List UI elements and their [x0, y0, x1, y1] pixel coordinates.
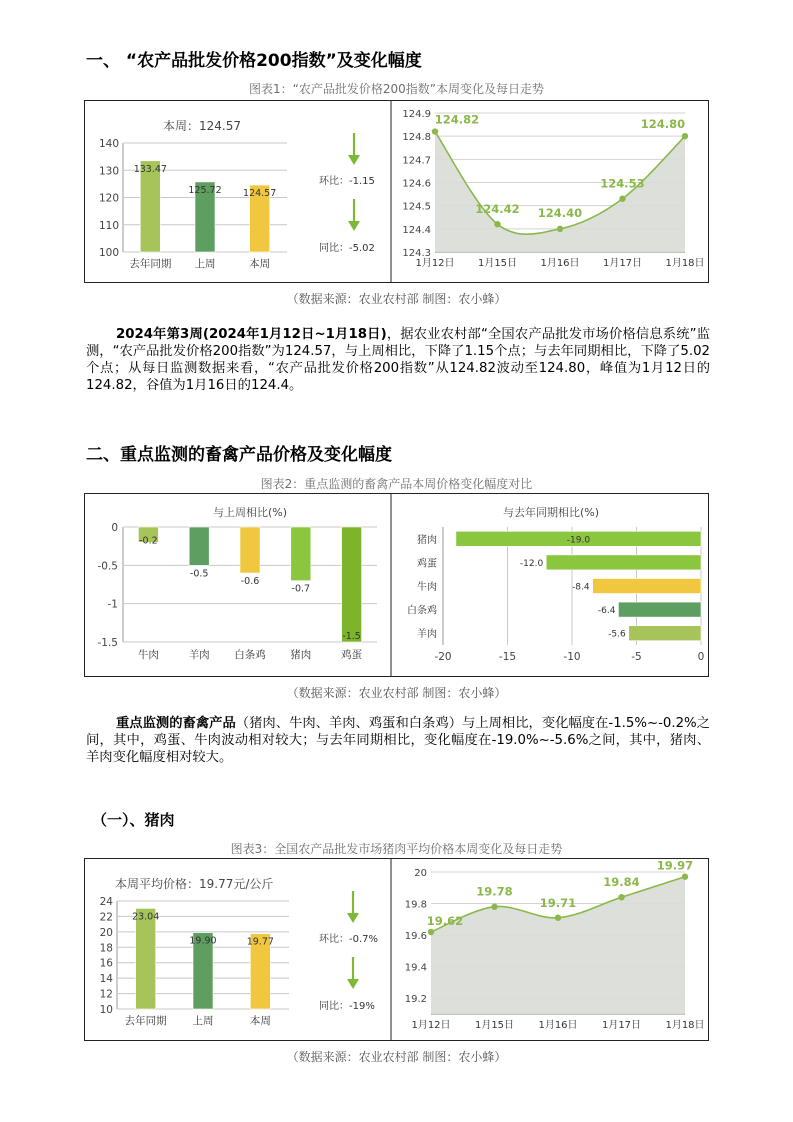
x-tick-label: 本周	[249, 258, 271, 270]
bar	[240, 527, 260, 573]
data-label: 19.71	[539, 895, 577, 910]
data-label: 124.80	[640, 117, 686, 132]
data-label: -12.0	[519, 558, 544, 569]
data-label: 19.78	[476, 884, 513, 899]
y-tick-label: 20	[414, 868, 427, 879]
x-tick-label: 鸡蛋	[341, 649, 363, 661]
y-tick-label: 羊肉	[417, 629, 437, 641]
data-label: 19.77	[246, 936, 274, 948]
figure1-source: （数据来源：农业农村部 制图：农小蜂）	[286, 292, 507, 306]
fig1-line-chart	[402, 109, 704, 269]
paragraph-body: （猪肉、牛肉、羊肉、鸡蛋和白条鸡）与上周相比，变化幅度在-1.5%~-0.2%之间，其中，鸡蛋、牛肉波动相对较大；与去年同期相比，变化幅度在-19.0%~-5.6%之间，其中，猪肉、羊肉变化幅度相对较大。	[86, 716, 710, 765]
figure1-frame	[84, 100, 709, 283]
change-annotation: 环比：-0.7%	[319, 934, 379, 945]
y-tick-label: 19.6	[404, 931, 427, 943]
data-point	[682, 874, 688, 880]
chart-title: 与上周相比(%)	[212, 506, 288, 519]
y-tick-label: 124.9	[402, 109, 431, 120]
change-annotation: 同比：-19%	[319, 1001, 375, 1012]
paragraph-body: ，据农业农村部“全国农产品批发市场价格信息系统”监测，“农产品批发价格200指数”为124.57，与上周相比，下降了1.15个点；与去年同期相比，下降了5.02个点；从每日监测数据来看，“农产品批发价格200指数”从124.82波动至124.80，峰值为1月12日的124.82，谷值为1月16日的124.4。	[86, 327, 711, 393]
section1-paragraph	[86, 326, 710, 394]
y-tick-label: 18	[99, 942, 113, 955]
figure1-caption: 图表1：“农产品批发价格200指数”本周变化及每日走势	[249, 82, 544, 96]
data-point	[555, 915, 561, 921]
x-tick-label: 1月16日	[538, 1020, 578, 1031]
chart-title: 本周：124.57	[163, 119, 241, 133]
y-tick-label: 140	[98, 138, 119, 150]
data-point	[432, 128, 438, 134]
bar	[342, 527, 362, 642]
data-point	[618, 894, 624, 900]
x-tick-label: 0	[697, 651, 705, 663]
y-tick-label: 100	[98, 247, 119, 259]
figure2-frame	[84, 493, 709, 677]
figure2-svg	[85, 494, 708, 676]
data-label: -1.5	[342, 631, 361, 642]
bar	[189, 527, 209, 565]
y-tick-label: 120	[98, 192, 119, 205]
bar	[593, 579, 701, 594]
data-label: -0.2	[139, 535, 158, 547]
y-tick-label: 22	[99, 911, 113, 924]
y-tick-label: 10	[99, 1004, 113, 1016]
y-tick-label: 19.8	[404, 899, 427, 911]
data-label: -0.5	[189, 568, 209, 580]
data-point	[428, 929, 434, 935]
down-arrowhead-icon	[347, 979, 359, 989]
y-tick-label: 14	[99, 973, 113, 986]
bar	[546, 555, 701, 570]
figure1-svg	[85, 101, 708, 282]
data-label: 19.90	[189, 935, 217, 947]
data-label: -19.0	[566, 535, 591, 546]
y-tick-label: 24	[99, 896, 113, 908]
y-tick-label: 130	[98, 165, 119, 178]
x-tick-label: 本周	[249, 1015, 271, 1027]
data-label: 124.53	[600, 176, 645, 191]
data-label: 124.40	[537, 205, 583, 220]
data-label: -6.4	[597, 606, 616, 617]
data-label: 19.97	[656, 859, 694, 873]
x-tick-label: 去年同期	[124, 1015, 167, 1027]
figure3-frame	[84, 858, 709, 1041]
x-tick-label: 1月12日	[411, 1020, 451, 1031]
x-tick-label: 白条鸡	[234, 649, 266, 661]
section1-heading: 一、 “农产品批发价格200指数”及变化幅度	[86, 51, 422, 71]
fig2-wow-chart	[98, 505, 378, 661]
y-tick-label: 猪肉	[417, 534, 437, 546]
data-label: 124.42	[475, 202, 520, 217]
bar	[136, 908, 156, 1009]
down-arrowhead-icon	[348, 221, 360, 231]
data-label: -0.6	[240, 576, 260, 587]
data-point	[682, 133, 688, 139]
chart-title: 与去年同期相比(%)	[502, 506, 600, 519]
x-tick-label: 羊肉	[188, 649, 210, 661]
chart-title: 本周平均价格：19.77元/公斤	[115, 877, 274, 891]
y-tick-label: 19.2	[404, 994, 427, 1006]
fig2-yoy-chart	[407, 505, 704, 663]
data-label: 124.82	[434, 112, 480, 127]
y-tick-label: 124.4	[402, 224, 431, 236]
y-tick-label: 16	[99, 957, 113, 970]
y-tick-label: 20	[99, 926, 113, 939]
down-arrowhead-icon	[348, 155, 360, 165]
y-tick-label: 12	[99, 988, 113, 1001]
y-tick-label: 鸡蛋	[417, 558, 437, 570]
y-tick-label: 110	[98, 219, 119, 232]
data-label: 23.04	[132, 911, 160, 923]
x-tick-label: 上周	[192, 1015, 214, 1027]
x-tick-label: -5	[631, 651, 642, 663]
figure3-svg	[85, 859, 708, 1040]
x-tick-label: 1月15日	[477, 258, 518, 269]
data-point	[619, 196, 625, 202]
data-label: 19.62	[426, 913, 464, 928]
x-tick-label: 上周	[194, 258, 216, 270]
x-tick-label: 1月16日	[540, 258, 580, 269]
figure2-caption: 图表2：重点监测的畜禽产品本周价格变化幅度对比	[260, 477, 533, 491]
fig1-bar-chart	[99, 118, 375, 270]
paragraph-bold-lead: 2024年第3周(2024年1月12日~1月18日)	[116, 327, 387, 342]
section3-heading: （一）、猪肉	[92, 811, 175, 829]
x-tick-label: -15	[498, 651, 517, 663]
y-tick-label: 牛肉	[417, 582, 437, 593]
y-tick-label: 19.4	[404, 962, 427, 974]
data-label: 124.57	[243, 188, 277, 200]
data-label: -0.7	[291, 583, 311, 595]
data-label: 19.84	[603, 875, 640, 890]
data-label: -8.4	[572, 582, 590, 593]
x-tick-label: 去年同期	[129, 258, 172, 270]
section2-paragraph	[86, 715, 710, 766]
x-tick-label: 牛肉	[137, 649, 159, 661]
y-tick-label: -1	[107, 598, 118, 611]
figure3-source: （数据来源：农业农村部 制图：农小蜂）	[286, 1050, 507, 1064]
data-label: -5.6	[608, 629, 626, 640]
y-tick-label: 白条鸡	[407, 605, 437, 617]
data-point	[491, 904, 497, 910]
x-tick-label: 1月18日	[665, 1020, 705, 1031]
data-label: 125.72	[188, 184, 222, 196]
area-fill	[435, 132, 685, 252]
y-tick-label: -1.5	[97, 637, 118, 649]
x-tick-label: -20	[434, 651, 452, 663]
paragraph-bold-lead: 重点监测的畜禽产品	[116, 716, 236, 731]
bar	[629, 626, 701, 641]
bar	[618, 602, 701, 617]
y-tick-label: 124.7	[402, 155, 431, 167]
y-tick-label: 124.8	[402, 132, 431, 144]
down-arrowhead-icon	[347, 913, 359, 923]
x-tick-label: 1月17日	[602, 258, 643, 269]
figure2-source: （数据来源：农业农村部 制图：农小蜂）	[286, 686, 507, 700]
x-tick-label: 猪肉	[290, 649, 312, 661]
figure3-caption: 图表3：全国农产品批发市场猪肉平均价格本周变化及每日走势	[230, 842, 563, 856]
x-tick-label: -10	[563, 651, 581, 663]
y-tick-label: 124.5	[402, 201, 431, 213]
y-tick-label: 124.3	[402, 248, 431, 259]
x-tick-label: 1月17日	[601, 1020, 642, 1031]
fig3-line-chart	[405, 859, 705, 1031]
data-label: 133.47	[133, 163, 167, 175]
data-point	[494, 221, 500, 227]
x-tick-label: 1月18日	[665, 258, 705, 269]
fig3-bar-chart	[100, 876, 378, 1027]
y-tick-label: 124.6	[402, 178, 431, 190]
y-tick-label: 0	[111, 522, 118, 534]
y-tick-label: -0.5	[97, 560, 118, 573]
change-annotation: 环比：-1.15	[319, 176, 375, 187]
section2-heading: 二、重点监测的畜禽产品价格及变化幅度	[86, 445, 392, 465]
bar	[291, 527, 311, 581]
x-tick-label: 1月15日	[474, 1020, 515, 1031]
change-annotation: 同比：-5.02	[319, 243, 375, 254]
data-point	[557, 226, 563, 232]
x-tick-label: 1月12日	[415, 258, 455, 269]
